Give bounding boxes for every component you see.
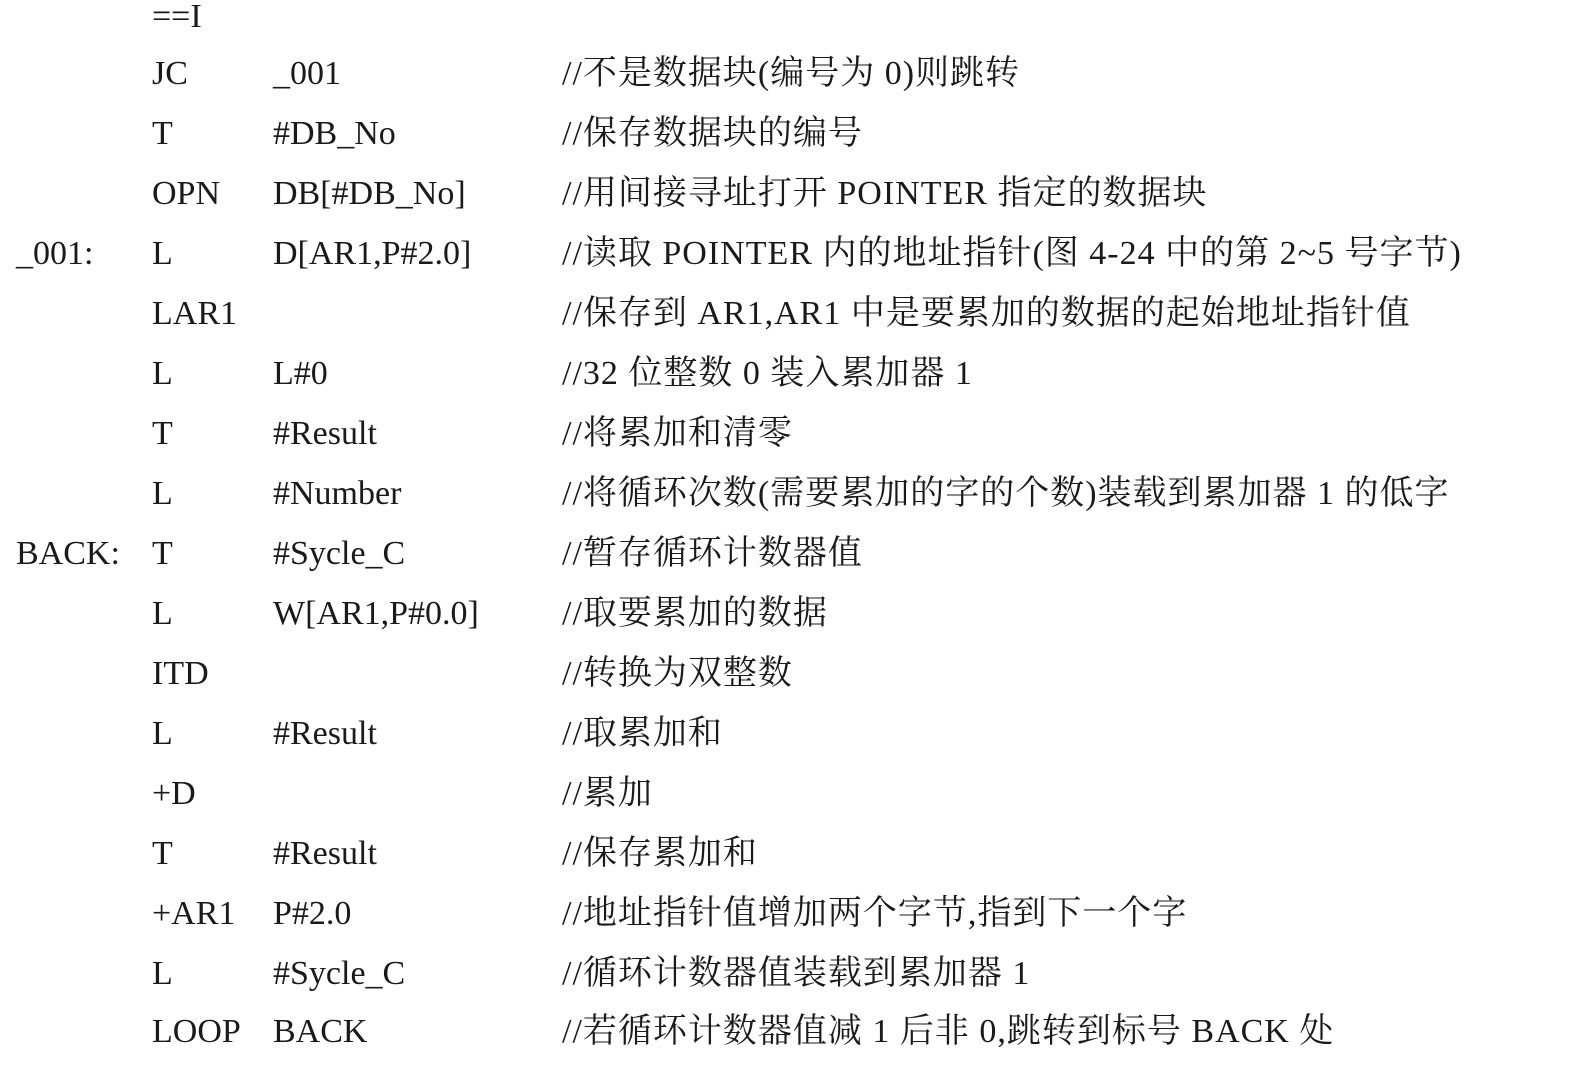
code-line [0, 537, 1575, 597]
code-line [0, 717, 1575, 777]
line-operand: #Sycle_C [273, 535, 406, 572]
code-line [0, 597, 1575, 657]
line-instruction: T [152, 115, 173, 152]
line-comment: //循环计数器值装载到累加器 1 [562, 955, 1031, 992]
code-line [0, 777, 1575, 837]
line-instruction: T [152, 535, 173, 572]
line-comment: //将循环次数(需要累加的字的个数)装载到累加器 1 的低字 [562, 475, 1450, 512]
line-instruction: ==I [152, 0, 202, 35]
code-line [0, 177, 1575, 237]
line-operand: #Number [273, 475, 402, 512]
code-line [0, 477, 1575, 537]
code-line [0, 1015, 1575, 1075]
line-comment: //32 位整数 0 装入累加器 1 [562, 355, 973, 392]
line-comment: //取累加和 [562, 715, 723, 752]
line-operand: L#0 [273, 355, 328, 392]
line-comment: //将累加和清零 [562, 415, 793, 452]
line-comment: //地址指针值增加两个字节,指到下一个字 [562, 895, 1188, 932]
line-comment: //不是数据块(编号为 0)则跳转 [562, 55, 1021, 92]
line-label: BACK: [16, 535, 120, 572]
line-operand: #Result [273, 835, 377, 872]
line-comment: //累加 [562, 775, 653, 812]
code-line [0, 657, 1575, 717]
line-operand: #Result [273, 715, 377, 752]
line-operand: D[AR1,P#2.0] [273, 235, 472, 272]
line-instruction: OPN [152, 175, 221, 212]
line-instruction: T [152, 415, 173, 452]
line-instruction: ITD [152, 655, 209, 692]
code-line [0, 417, 1575, 477]
line-instruction: JC [152, 55, 188, 92]
line-operand: _001 [273, 55, 341, 92]
line-label: _001: [16, 235, 94, 272]
code-line [0, 297, 1575, 357]
line-instruction: L [152, 955, 173, 992]
code-line [0, 57, 1575, 117]
line-instruction: +AR1 [152, 895, 236, 932]
line-comment: //若循环计数器值减 1 后非 0,跳转到标号 BACK 处 [562, 1013, 1335, 1050]
line-operand: #Sycle_C [273, 955, 406, 992]
line-instruction: LOOP [152, 1013, 241, 1050]
line-comment: //保存数据块的编号 [562, 115, 863, 152]
line-comment: //取要累加的数据 [562, 595, 828, 632]
code-line [0, 357, 1575, 417]
line-instruction: L [152, 475, 173, 512]
line-instruction: +D [152, 775, 196, 812]
line-comment: //保存到 AR1,AR1 中是要累加的数据的起始地址指针值 [562, 295, 1411, 332]
code-line [0, 897, 1575, 957]
line-operand: #DB_No [273, 115, 396, 152]
line-instruction: T [152, 835, 173, 872]
line-instruction: L [152, 355, 173, 392]
code-line [0, 837, 1575, 897]
line-comment: //暂存循环计数器值 [562, 535, 863, 572]
code-line [0, 0, 1575, 60]
code-line [0, 117, 1575, 177]
line-instruction: LAR1 [152, 295, 237, 332]
code-line [0, 957, 1575, 1017]
line-comment: //读取 POINTER 内的地址指针(图 4-24 中的第 2~5 号字节) [562, 235, 1462, 272]
line-operand: DB[#DB_No] [273, 175, 466, 212]
line-operand: #Result [273, 415, 377, 452]
line-instruction: L [152, 595, 173, 632]
line-comment: //用间接寻址打开 POINTER 指定的数据块 [562, 175, 1208, 212]
code-line [0, 237, 1575, 297]
line-comment: //转换为双整数 [562, 655, 793, 692]
line-operand: W[AR1,P#0.0] [273, 595, 479, 632]
line-comment: //保存累加和 [562, 835, 758, 872]
line-instruction: L [152, 715, 173, 752]
line-operand: P#2.0 [273, 895, 352, 932]
line-instruction: L [152, 235, 173, 272]
line-operand: BACK [273, 1013, 368, 1050]
